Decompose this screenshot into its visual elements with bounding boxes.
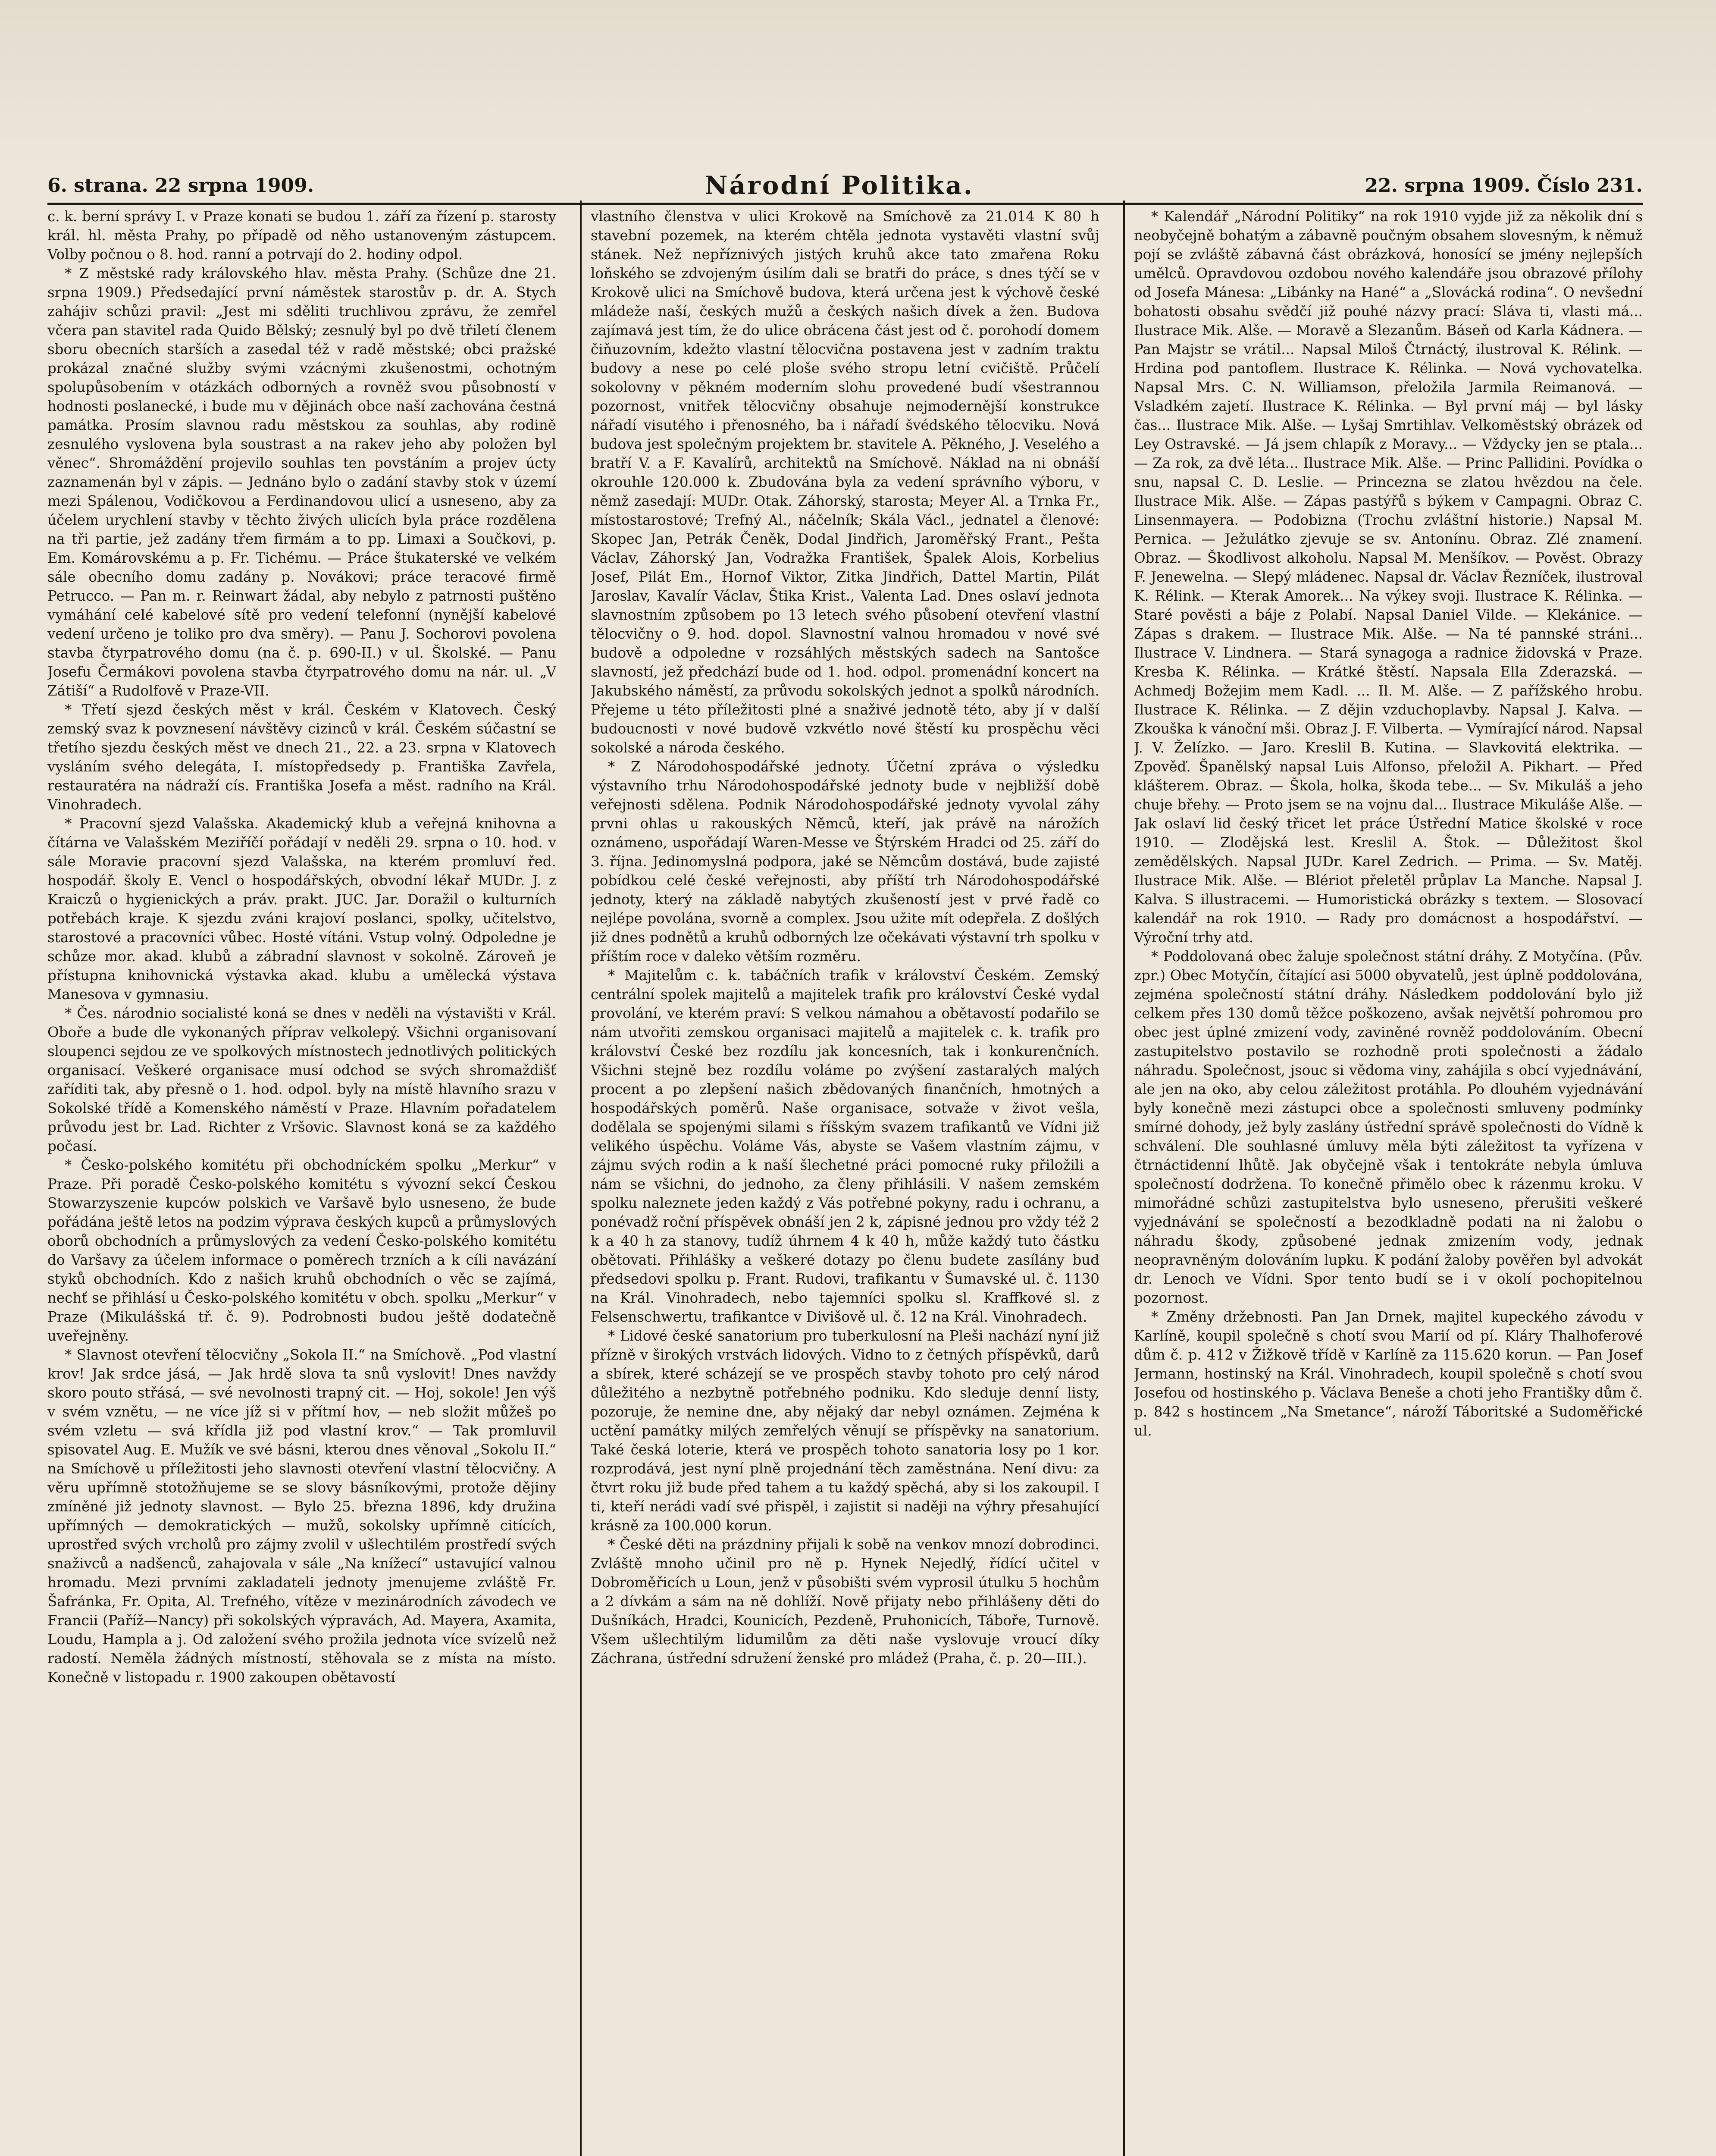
article-paragraph: vlastního členstva v ulici Krokově na Smíchově za 21.014 K 80 h stavební pozemek, na kterém chtěla jednota vystavěti vlastní svůj stánek. Než nepříznivých jistých kruhů akce tato zmařena Roku loňského se zdvojeným úsilím dali se bratři do práce, s dnes týčí se v Krokově ulici na Smíchově budova, která určena jest k výchově české mládeže naší, českých mužů a českých našich dívek a žen. Budova zajímavá jest tím, že do ulice obrácena část jest od č. porohodí domem čiňuzovním, kdežto vlastní tělocvična postavena jest v zadním traktu budovy a nese po celé ploše svého stropu letní cvičiště. Průčelí sokolovny v pěkném moderním slohu provedené budí všestrannou pozornost, vnitřek tělocvičny obsahuje nejmodernější konstrukce nářadí visutého i přenosného, ba i nářadí švédského tělocviku. Nová budova jest společným projektem br. stavitele A. Pěkného, J. Veselého a bratří V. a F. Kavalírů, architektů na Smíchově. Náklad na ni obnáší okrouhle 120.000 k. Zbudována byla za vedení správního výboru, v němž zasedají: MUDr. Otak. Záhorský, starosta; Meyer Al. a Trnka Fr., místostarostové; Trefný Al., náčelník; Skála Václ., jednatel a členové: Skopec Jan, Petrák Čeněk, Dodal Jindřich, Jaroměřský Frant., Pešta Václav, Záhorský Jan, Vodražka František, Špalek Alois, Korbelius Josef, Pilát Em., Hornof Viktor, Zitka Jindřich, Dattel Martin, Pilát Jaroslav, Kavalír Václav, Štika Krist., Valenta Lad. Dnes oslaví jednota slavnostním způsobem po 13 letech svého působení otevření vlastní tělocvičny o 9. hod. dopol. Slavnostní valnou hromadou v nové své budově a odpoledne v rozsáhlých městských sadech na Santošce slavností, jež předchází bude od 1. hod. odpol. promenádní koncert na Jakubského náměstí, za průvodu sokolských jednot a spolků národních. Přejeme u této příležitosti plné a snaživé jednotě této, aby jí v další budoucnosti v nové budově vzkvétlo nové štěstí ku prospěchu věci sokolské a národa českého. [591, 208, 1099, 756]
header-rule [47, 203, 1643, 205]
article-paragraph: * Kalendář „Národní Politiky“ na rok 1910 vyjde již za několik dní s neobyčejně bohatým a zábavně poučným obsahem slovesným, k němuž pojí se zvláště zábavná část obrázková, honosící se jmény nejlepších umělců. Opravdovou ozdobou nového kalendáře jsou obrazové přílohy od Josefa Mánesa: „Libánky na Hané“ a „Slovácká rodina“. O nevšední bohatosti obsahu svědčí již pouhé názvy prací: Sláva ti, vlasti má... Ilustrace Mik. Alše. — Moravě a Slezanům. Báseň od Karla Kádnera. — Pan Majstr se vrátil... Napsal Miloš Čtrnáctý, ilustroval K. Rélink. — Hrdina pod pantoflem. Ilustrace K. Rélinka. — Nová vychovatelka. Napsal Mrs. C. N. Williamson, přeložila Jarmila Reimanová. — Vsladkém zajetí. Ilustrace K. Rélinka. — Byl první máj — byl lásky čas... Ilustrace Mik. Alše. — Lyšaj Smrtihlav. Velkoměstský obrázek od Ley Ostravské. — Já jsem chlapík z Moravy... — Vždycky jen se ptala... — Za rok, za dvě léta... Ilustrace Mik. Alše. — Princ Pallidini. Povídka o snu, napsal C. D. Leslie. — Princezna se zlatou hvězdou na čele. Ilustrace Mik. Alše. — Zápas pastýřů s býkem v Campagni. Obraz C. Linsenmayera. — Podobizna (Trochu zvláštní historie.) Napsal M. Pernica. — Ježulátko zjevuje se sv. Antonínu. Obraz. Zlé znamení. Obraz. — Škodlivost alkoholu. Napsal M. Menšíkov. — Pověst. Obrazy F. Jenewelna. — Slepý mládenec. Napsal dr. Václav Řezníček, ilustroval K. Rélink. — Kterak Amorek... Na výkey svoji. Ilustrace K. Rélinka. — Staré pověsti a báje z Polabí. Napsal Daniel Vilde. — Klekánice. — Zápas s drakem. — Ilustrace Mik. Alše. — Na té pannské stráni... Ilustrace V. Lindnera. — Stará synagoga a radnice židovská v Praze. Kresba K. Rélinka. — Krátké štěstí. Napsala Ella Zderazská. — Achmedj Božejim mem Kadl. ... Il. M. Alše. — Z pařížského hrobu. Ilustrace K. Rélinka. — Z dějin vzduchoplavby. Napsal J. Kalva. — Zkouška k vánoční mši. Obraz J. F. Vilberta. — Vymírající národ. Napsal J. V. Želízko. — Jaro. Kreslil B. Kutina. — Slavkovitá elektrika. — Zpověď. Španělský napsal Luis Alfonso, přeložil A. Pikhart. — Před klášterem. Obraz. — Škola, holka, škoda tebe... — Sv. Mikuláš a jeho chuje břehy. — Proto jsem se na vojnu dal... Ilustrace Mikuláše Alše. — Jak oslaví lid český třicet let práce Ústřední Matice školské v roce 1910. — Zlodějská lest. Kreslil A. Štok. — Důležitost škol zemědělských. Napsal JUDr. Karel Zedrich. — Prima. — Sv. Matěj. Ilustrace Mik. Alše. — Blériot přeletěl průplav La Manche. Napsal J. Kalva. S illustracemi. — Humoristická obrázky s textem. — Slosovací kalendář na rok 1910. — Rady pro domácnost a hospodářství. — Výroční trhy atd. [1134, 208, 1643, 946]
article-paragraph: * Lidové české sanatorium pro tuberkulosní na Pleši nachází nyní již přízně v širokých vrstvách lidových. Vidno to z četných příspěvků, darů a sbírek, které scházejí se ve prospěch stavby tohoto pro celý národ důležitého a nezbytně potřebného podniku. Kdo sleduje denní listy, pozoruje, že nemine dne, aby nějaký dar nebyl oznámen. Zejména k uctění památky milých zemřelých věnují se příspěvky na sanatorium. Také česká loterie, která ve prospěch tohoto sanatoria losy po 1 kor. rozprodává, jest nyní plně projednání těch zaměstnána. Není divu: za čtvrt roku již bude před tahem a tu každý spěchá, aby si los zakoupil. I ti, kteří nerádi vadí své přispěl, i zajistit si naději na výhry přesahující krásně za 100.000 korun. [591, 1328, 1099, 1534]
issue-date-number: 22. srpna 1909. Číslo 231. [1365, 174, 1643, 197]
page-header [47, 170, 1643, 201]
article-paragraph: * Slavnost otevření tělocvičny „Sokola II.“ na Smíchově. „Pod vlastní krov! Jak srdce jásá, — Jak hrdě slova ta snů vyslovit! Dnes navždy skoro pouto střásá, — své nevolnosti trapný cit. — Hoj, sokole! Jen výš v svém vznětu, — ne více jíž si v přítmí hov, — neb složit můžeš po svém vzletu — svá křídla již pod vlastní krov.“ — Tak promluvil spisovatel Aug. E. Mužík ve své básni, kterou dnes věnoval „Sokolu II.“ na Smíchově u příležitosti jeho slavnosti otevření vlastní tělocvičny. A věru upřímně stotožňujeme se se slovy básníkovými, protože dějiny zmíněné již jednoty slavnost. — Bylo 25. března 1896, kdy družina upřímných — demokratických — mužů, sokolsky upřímně citících, uprostřed svých vrcholů pro zájmy zvolil v ušlechtilém prostředí svých snaživců a nadšenců, zahajovala v sále „Na knížecí“ ustavující valnou hromadu. Mezi prvními zakladateli jednoty jmenujeme zvláště Fr. Šafránka, Fr. Opita, Al. Trefného, vítěze v mezinárodních závodech ve Francii (Paříž—Nancy) při sokolských výpravách, Ad. Mayera, Axamita, Loudu, Hampla a j. Od založení svého prožila jednota více svízelů než radostí. Neměla žádných místností, stěhovala se z místa na místo. Konečně v listopadu r. 1900 zakoupen obětavostí [47, 1347, 556, 1686]
column-1 [47, 207, 556, 2156]
article-paragraph: * Změny držebnosti. Pan Jan Drnek, majitel kupeckého závodu v Karlíně, koupil společně s chotí svou Marií od pí. Kláry Thalhoferové dům č. p. 412 v Žižkově třídě v Karlíně za 115.620 korun. — Pan Josef Jermann, hostinský na Král. Vinohradech, koupil společně s chotí svou Josefou od hostinského p. Václava Beneše a choti jeho Františky dům č. p. 842 s hostincem „Na Smetance“, nároží Táboritské a Sudoměřické ul. [1134, 1309, 1643, 1439]
article-paragraph: * Třetí sjezd českých měst v král. Českém v Klatovech. Český zemský svaz k povznesení návštěvy cizinců v král. Českém súčastní se třetího sjezdu českých měst ve dnech 21., 22. a 23. srpna v Klatovech vysláním svého delegáta, I. místopředsedy p. Františka Zavřela, restauratéra na nádraží cís. Františka Josefa a měst. radního na Král. Vinohradech. [47, 702, 556, 813]
article-paragraph: * Z městské rady královského hlav. města Prahy. (Schůze dne 21. srpna 1909.) Předsedající první náměstek starostův p. dr. A. Stych zahájiv schůzi pravil: „Jest mi sděliti truchlivou zprávu, že zemřel včera pan stavitel rada Quido Bělský; zesnulý byl po dvě třiletí členem sboru obecních starších a zasedal též v radě městské; obci pražské prokázal značné služby svými vzácnými zkušenostmi, ochotným spolupůsobením v otázkách odborných a rovněž svou působností v hodnosti poslanecké, i bude mu v dějinách obce naší zachována čestná památka. Prosím slavnou radu městskou za souhlas, aby rodině zesnulého vyslovena byla soustrast a na rakev jeho aby položen byl věnec“. Shromáždění projevilo souhlas ten povstáním a projev úcty zaznamenán byl v zápis. — Jednáno bylo o zadání stavby stok v území mezi Spálenou, Vodičkovou a Ferdinandovou ulicí a usneseno, aby za účelem urychlení stavby v těchto živých ulicích byla práce rozdělena na tři partie, jež zadány třem firmám a to pp. Limaxi a Součkovi, p. Em. Komárovskému a p. Fr. Tichému. — Práce štukaterské ve velkém sále obecního domu zadány p. Novákovi; práce teracové firmě Petrucco. — Pan m. r. Reinwart žádal, aby nebylo z patrnosti puštěno vymáhání celé kabelové sítě pro vedení telefonní (nynější kabelové vedení určeno je toliko pro dva směry). — Panu J. Sochorovi povolena stavba čtyrpatrového domu (na č. p. 690-II.) v ul. Školské. — Panu Josefu Čermákovi povolena stavba čtyrpatrového domu na nár. ul. „V Zátiší“ a Rudolfově v Praze-VII. [47, 265, 556, 699]
article-paragraph: * Poddolovaná obec žaluje společnost státní dráhy. Z Motyčína. (Pův. zpr.) Obec Motyčín, čítající asi 5000 obyvatelů, jest úplně poddolována, zejména společností státní dráhy. Následkem poddolování bylo již celkem přes 130 domů těžce poškozeno, avšak největší pohromou pro obec jest úplné zmizení vody, zaviněné rovněž poddolováním. Obecní zastupitelstvo postavilo se rozhodně proti společnosti a žádalo náhradu. Společnost, jsouc si vědoma viny, zahájila s obcí vyjednávání, ale jen na oko, aby celou záležitost protáhla. Po dlouhém vyjednávání byly konečně mezi zástupci obce a společnosti smluveny podmínky smírné dohody, jež byly zaslány ústřední správě společnosti do Vídně k schválení. Dle souhlasné úmluvy měla býti záležitost ta vyřízena v čtrnáctidenní lhůtě. Jak obyčejně však i tentokráte nebyla úmluva společností dodržena. To konečně přimělo obec k rázenmu kroku. V mimořádné schůzi zastupitelstva bylo usneseno, přerušiti veškeré vyjednávání se společností a bezodkladně podati na ni žalobu o náhradu škody, způsobené jednak zmizením vody, jednak neopravněným dolováním lupku. K podání žaloby pověřen byl advokát dr. Lenoch ve Vídni. Spor tento budí se i v okolí pochopitelnou pozornost. [1134, 948, 1643, 1306]
column-3 [1134, 207, 1643, 2156]
page-number-date: 6. strana. 22 srpna 1909. [47, 174, 314, 197]
column-divider-2 [1123, 201, 1125, 2156]
article-paragraph: * Pracovní sjezd Valašska. Akademický klub a veřejná knihovna a čítárna ve Valašském Meziříčí pořádají v neděli 29. srpna o 10. hod. v sále Moravie pracovní sjezd Valašska, na kterém promluví řed. hospodář. školy E. Vencl o hospodářských, obvodní lékař MUDr. J. z Kraiczů o hygienických a práv. prakt. JUC. Jar. Doražil o kulturních potřebách kraje. K sjezdu zváni krajoví poslanci, spolky, učitelstvo, starostové a pracovníci vůbec. Hosté vítáni. Vstup volný. Odpoledne je schůze mor. akad. klubů a zábradní slavnost v sokolně. Zároveň je přístupna knihovnická výstavka akad. klubu a umělecká výstava Manesova v gymnasiu. [47, 815, 556, 1003]
article-paragraph: c. k. berní správy I. v Praze konati se budou 1. září za řízení p. starosty král. hl. města Prahy, po případě od něho ustanoveným zástupcem. Volby počnou o 8. hod. ranní a potrvají do 2. hodiny odpol. [47, 208, 556, 263]
page-top-margin [0, 0, 1716, 164]
article-paragraph: * České děti na prázdniny přijali k sobě na venkov mnozí dobrodinci. Zvláště mnoho učinil pro ně p. Hynek Nejedlý, řídící učitel v Dobroměřicích u Loun, jenž v působišti svém vyprosil útulku 5 hochům a 2 dívkám a sám na ně dohlíží. Nově přijaty nebo přihlášeny děti do Dušníkách, Hradci, Kounicích, Pezdeně, Pruhonicích, Táboře, Turnově. Všem ušlechtilým lidumilům za děti naše vyslovuje vroucí díky Záchrana, ústřední sdružení ženské pro mládež (Praha, č. p. 20—III.). [591, 1536, 1099, 1667]
article-paragraph: * Majitelům c. k. tabáčních trafik v království Českém. Zemský centrální spolek majitelů a majitelek trafik pro království České vydal provolání, ve kterém praví: S velkou námahou a obětavostí podařilo se nám utvořiti zemskou organisaci majitelů a majitelek c. k. trafik pro království České bez rozdílu jak koncesních, tak i konkurenčních. Všichni stejně bez rozdílu voláme po zvýšení zastaralých malých procent a po zlepšení našich zbědovaných finančních, hmotných a hospodářských poměrů. Naše organisace, sotvaže v život vešla, dodělala se spojenými silami s říšským svazem trafikantů ve Vídni již velikého úspěchu. Voláme Vás, abyste se Vašem vlastním zájmu, v zájmu svých rodin a k naší šlechetné práci pomocné ruky přiložili a nám se všichni, do jednoho, za členy přihlásili. V našem zemském spolku naleznete jeden každý z Vás potřebné pokyny, radu i ochranu, a ponévadž roční příspěvek obnáší jen 2 k, zápisné jednou pro vždy též 2 k a 40 h za stanovy, tudíž úhrnem 4 k 40 h, může každý tuto částku obětovati. Přihlášky a veškeré dotazy po členu budete zasílány buď předsedovi spolku p. Frant. Rudovi, trafikantu v Šumavské ul. č. 1130 na Král. Vinohradech, nebo tajemníci spolku sl. Kraffkové sl. z Felsenschwertu, trafikantce v Divišově ul. č. 12 na Král. Vinohradech. [591, 967, 1099, 1325]
masthead-title: Národní Politika. [705, 171, 974, 200]
article-paragraph: * Čes. národnio socialisté koná se dnes v neděli na výstavišti v Král. Oboře a bude dle vykonaných příprav velkolepý. Všichni organisovaní sloupenci sejdou ze ve spolkových místnostech jednotlivých politických organisací. Veškeré organisace musí odchod se svých shromaždišť zaříditi tak, aby přesně o 1. hod. odpol. byly na místě hlavního srazu v Sokolské třídě a Komenského náměstí v Praze. Hlavním pořadatelem průvodu jest br. Lad. Richter z Vršovic. Slavnost koná se za každého počasí. [47, 1005, 556, 1154]
article-paragraph: * Z Národohospodářské jednoty. Účetní zpráva o výsledku výstavního trhu Národohospodářské jednoty bude v nejbližší době veřejnosti sdělena. Podnik Národohospodářské jednoty vyvolal záhy prvni ohlas u rakouských Němců, kteří, jak právě na nárožích oznámeno, uspořádají Waren-Messe ve Štýrském Hradci od 25. září do 3. října. Jedinomyslná podpora, jaké se Němcům dostává, bude zajisté pobídkou celé české veřejnosti, aby příští trh Národohospodářské jednoty, který na základě nabytých zkušeností jest v prvé řadě co nejlépe povolána, svorně a complex. Jsou užite mít odepřela. Z došlých již dnes podnětů a kruhů odborných lze očekávati výstavní trh spolku v příštím roce v daleko větším rozměru. [591, 758, 1099, 965]
article-paragraph: * Česko-polského komitétu při obchodníckém spolku „Merkur“ v Praze. Při poradě Česko-polského komitétu s vývozní sekcí Českou Stowarzyszenie kupców polskich ve Varšavě bylo usneseno, že bude pořádána ještě letos na podzim výprava českých kupců a průmyslových oborů obchodních a průmyslových za vedení Česko-polského komitétu do Varšavy za účelem informace o poměrech trzních a k cíli navázání styků obchodních. Kdo z našich kruhů obchodních o věc se zajímá, nechť se přihlásí u Česko-polského komitétu v obch. spolku „Merkur“ v Praze (Mikulášská tř. č. 9). Podrobnosti budou ještě dodatečně uveřejněny. [47, 1157, 556, 1344]
column-2 [591, 207, 1099, 2156]
column-divider-1 [580, 201, 582, 2156]
